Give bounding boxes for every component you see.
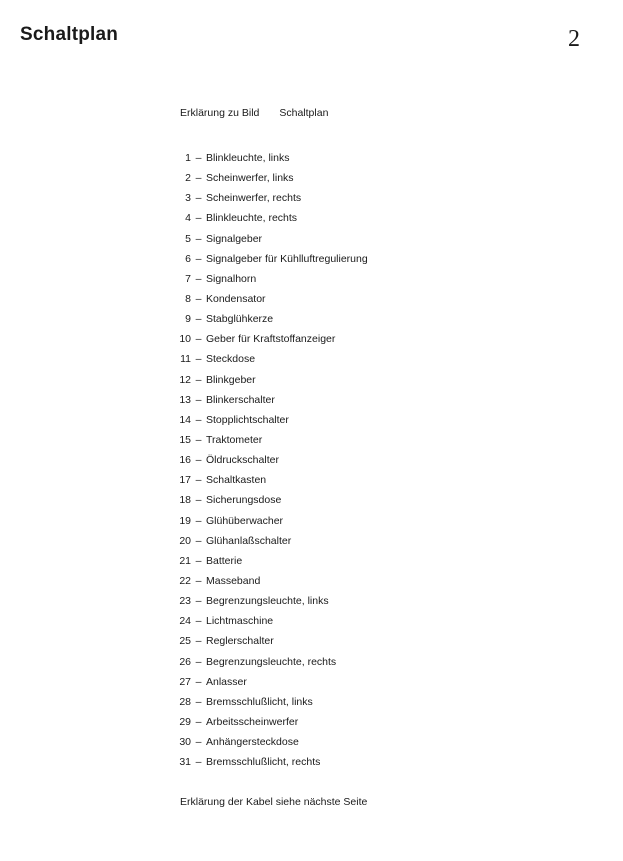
- legend-number: 19: [179, 514, 191, 527]
- legend-item: [166, 251, 368, 271]
- legend-label: Sicherungsdose: [206, 494, 282, 507]
- legend-label: Schaltkasten: [206, 474, 267, 487]
- legend-dash: –: [195, 333, 202, 346]
- legend-item: [166, 392, 368, 412]
- legend-label: Bremsschlußlicht, rechts: [206, 756, 321, 769]
- legend-label: Blinkgeber: [206, 373, 256, 386]
- legend-label: Signalhorn: [206, 272, 257, 285]
- legend-number: 4: [185, 212, 191, 225]
- legend-dash: –: [195, 433, 202, 446]
- legend-dash: –: [195, 413, 202, 426]
- legend-item: [166, 231, 368, 251]
- legend-item: [166, 170, 368, 190]
- legend-dash: –: [195, 212, 202, 225]
- legend-label: Bremsschlußlicht, links: [206, 695, 313, 708]
- legend-label: Begrenzungsleuchte, rechts: [206, 655, 337, 668]
- legend-number: 14: [179, 413, 191, 426]
- legend-item: [166, 351, 368, 371]
- legend-label: Stopplichtschalter: [206, 413, 289, 426]
- legend-item: [166, 553, 368, 573]
- legend-label: Arbeitsscheinwerfer: [206, 715, 299, 728]
- legend-number: 17: [179, 474, 191, 487]
- legend-number: 26: [179, 655, 191, 668]
- legend-item: [166, 331, 368, 351]
- legend-number: 9: [185, 313, 191, 326]
- legend-dash: –: [195, 313, 202, 326]
- legend-label: Glühanlaßschalter: [206, 534, 292, 547]
- legend-item: [166, 593, 368, 613]
- legend-label: Öldruckschalter: [206, 454, 279, 467]
- legend-label: Steckdose: [206, 353, 256, 366]
- footer-note: Erklärung der Kabel siehe nächste Seite: [180, 796, 368, 808]
- legend-dash: –: [195, 353, 202, 366]
- legend-number: 13: [179, 393, 191, 406]
- legend-item: [166, 311, 368, 331]
- legend-label: Begrenzungsleuchte, links: [206, 595, 329, 608]
- legend-dash: –: [195, 494, 202, 507]
- legend-label: Masseband: [206, 574, 261, 587]
- legend-number: 10: [179, 333, 191, 346]
- legend-label: Reglerschalter: [206, 635, 274, 648]
- legend-item: [166, 210, 368, 230]
- legend-dash: –: [195, 756, 202, 769]
- legend-number: 12: [179, 373, 191, 386]
- caption-target: Schaltplan: [279, 107, 329, 119]
- legend-dash: –: [195, 474, 202, 487]
- legend-dash: –: [195, 373, 202, 386]
- legend-label: Geber für Kraftstoffanzeiger: [206, 333, 336, 346]
- legend-item: [166, 573, 368, 593]
- legend-item: [166, 633, 368, 653]
- legend-dash: –: [195, 232, 202, 245]
- legend-dash: –: [195, 635, 202, 648]
- legend-item: [166, 613, 368, 633]
- legend-label: Batterie: [206, 554, 243, 567]
- legend-item: [166, 533, 368, 553]
- legend-number: 27: [179, 675, 191, 688]
- legend-label: Blinkerschalter: [206, 393, 275, 406]
- legend-list: [166, 150, 368, 774]
- legend-dash: –: [195, 715, 202, 728]
- legend-item: [166, 674, 368, 694]
- legend-dash: –: [195, 292, 202, 305]
- legend-dash: –: [195, 574, 202, 587]
- legend-item: [166, 190, 368, 210]
- legend-number: 21: [179, 554, 191, 567]
- legend-dash: –: [195, 252, 202, 265]
- legend-dash: –: [195, 152, 202, 164]
- legend-item: [166, 150, 368, 170]
- legend-number: 15: [179, 433, 191, 446]
- legend-item: [166, 714, 368, 734]
- legend-label: Glühüberwacher: [206, 514, 284, 527]
- legend-number: 16: [179, 454, 191, 467]
- legend-item: [166, 412, 368, 432]
- legend-dash: –: [195, 514, 202, 527]
- legend-item: [166, 452, 368, 472]
- legend-label: Blinkleuchte, rechts: [206, 212, 298, 225]
- legend-label: Scheinwerfer, rechts: [206, 192, 302, 205]
- legend-dash: –: [195, 393, 202, 406]
- legend-item: [166, 654, 368, 674]
- legend-dash: –: [195, 675, 202, 688]
- legend-label: Lichtmaschine: [206, 615, 274, 628]
- legend-item: [166, 372, 368, 392]
- legend-label: Kondensator: [206, 292, 266, 305]
- legend-item: [166, 472, 368, 492]
- legend-dash: –: [195, 554, 202, 567]
- legend-label: Signalgeber: [206, 232, 263, 245]
- legend-dash: –: [195, 172, 202, 185]
- legend-item: [166, 291, 368, 311]
- legend-label: Blinkleuchte, links: [206, 152, 290, 164]
- legend-number: 7: [185, 272, 191, 285]
- legend-label: Anhängersteckdose: [206, 736, 299, 749]
- legend-dash: –: [195, 655, 202, 668]
- legend-number: 1: [185, 152, 191, 164]
- caption: [180, 107, 328, 119]
- legend-number: 18: [179, 494, 191, 507]
- legend-number: 24: [179, 615, 191, 628]
- legend-dash: –: [195, 272, 202, 285]
- page-title: Schaltplan: [20, 24, 119, 45]
- legend-dash: –: [195, 595, 202, 608]
- legend-item: [166, 271, 368, 291]
- legend-number: 5: [185, 232, 191, 245]
- legend-item: [166, 694, 368, 714]
- legend-label: Scheinwerfer, links: [206, 172, 294, 185]
- legend-label: Anlasser: [206, 675, 247, 688]
- legend-dash: –: [195, 615, 202, 628]
- legend-number: 29: [179, 715, 191, 728]
- legend-label: Signalgeber für Kühlluftregulierung: [206, 252, 368, 265]
- legend-number: 11: [180, 353, 191, 366]
- legend-number: 31: [179, 756, 191, 769]
- legend-dash: –: [195, 695, 202, 708]
- legend-number: 8: [185, 292, 191, 305]
- legend-item: [166, 734, 368, 754]
- caption-prefix: Erklärung zu Bild: [180, 107, 260, 119]
- legend-item: [166, 513, 368, 533]
- legend-item: [166, 432, 368, 452]
- legend-number: 25: [179, 635, 191, 648]
- legend-item: [166, 754, 368, 774]
- legend-dash: –: [195, 192, 202, 205]
- legend-number: 3: [185, 192, 191, 205]
- page-number: 2: [568, 26, 580, 52]
- legend-label: Stabglühkerze: [206, 313, 274, 326]
- legend-number: 30: [179, 736, 191, 749]
- legend-number: 6: [185, 252, 191, 265]
- legend-number: 23: [179, 595, 191, 608]
- legend-number: 2: [185, 172, 191, 185]
- legend-number: 20: [179, 534, 191, 547]
- legend-number: 22: [179, 574, 191, 587]
- legend-number: 28: [179, 695, 191, 708]
- legend-item: [166, 492, 368, 512]
- legend-dash: –: [195, 454, 202, 467]
- legend-label: Traktometer: [206, 433, 263, 446]
- legend-dash: –: [195, 534, 202, 547]
- legend-dash: –: [195, 736, 202, 749]
